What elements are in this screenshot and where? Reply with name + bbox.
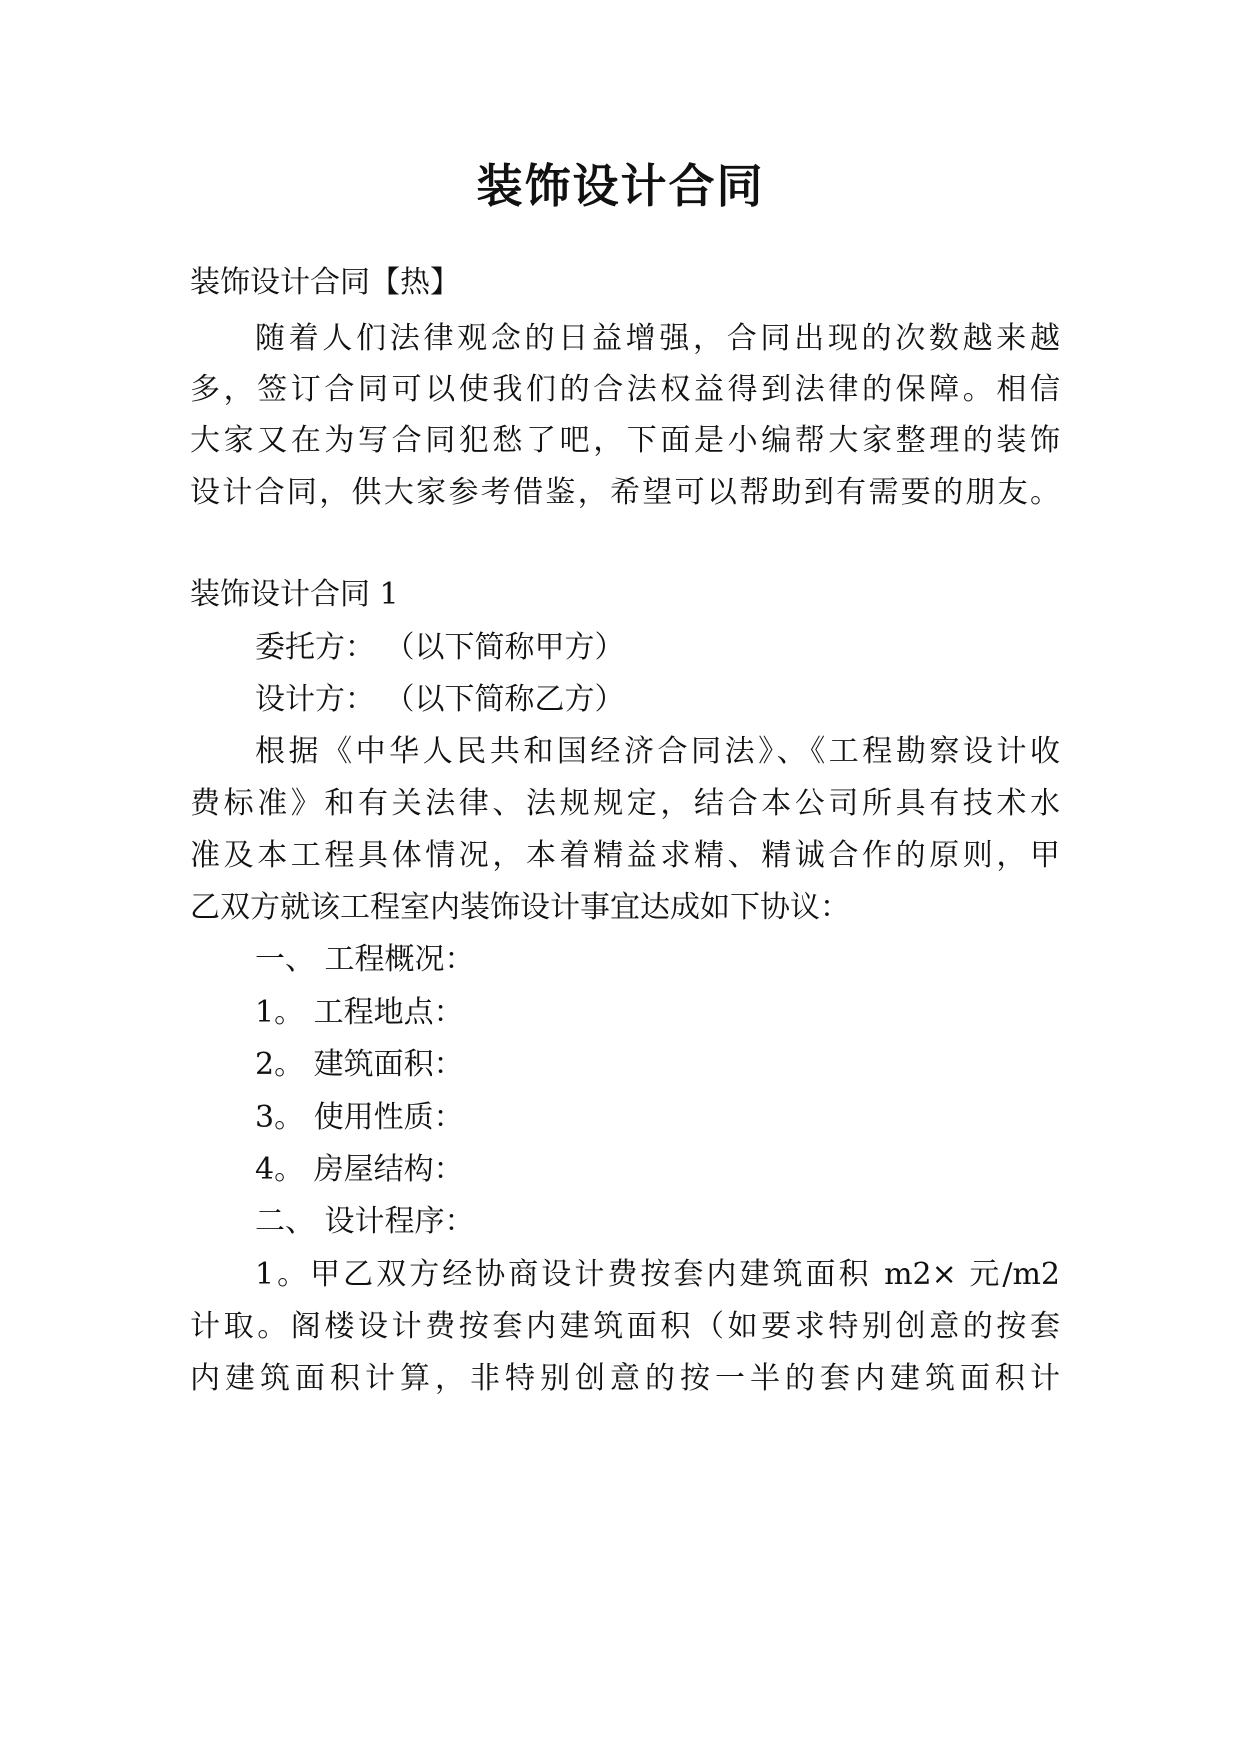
intro-line: 设计合同，供大家参考借鉴，希望可以帮助到有需要的朋友。 bbox=[190, 475, 1060, 510]
part2-line: 计取。阁楼设计费按套内建筑面积（如要求特别创意的按套 bbox=[190, 1309, 1060, 1344]
part1-item: 4。 房屋结构： bbox=[255, 1152, 464, 1187]
part1-item: 1。 工程地点： bbox=[255, 995, 464, 1030]
section-heading-1: 装饰设计合同 1 bbox=[190, 577, 399, 612]
basis-line: 根据《中华人民共和国经济合同法》、《工程勘察设计收 bbox=[255, 734, 1060, 769]
page-title: 装饰设计合同 bbox=[476, 159, 765, 213]
intro-line: 多，签订合同可以使我们的合法权益得到法律的保障。相信 bbox=[190, 372, 1060, 407]
basis-line: 乙双方就该工程室内装饰设计事宜达成如下协议： bbox=[190, 890, 850, 925]
part1-heading: 一、 工程概况： bbox=[255, 942, 475, 977]
part2-line: 内建筑面积计算，非特别创意的按一半的套内建筑面积计 bbox=[190, 1361, 1060, 1396]
basis-line: 准及本工程具体情况，本着精益求精、精诚合作的原则，甲 bbox=[190, 838, 1060, 873]
part2-line: 1。甲乙双方经协商设计费按套内建筑面积 m2× 元/m2 bbox=[255, 1257, 1060, 1292]
designer-line: 设计方： （以下简称乙方） bbox=[255, 682, 625, 717]
part1-item: 3。 使用性质： bbox=[255, 1100, 464, 1135]
section-heading-hot: 装饰设计合同【热】 bbox=[190, 265, 460, 300]
part2-heading: 二、 设计程序： bbox=[255, 1204, 475, 1239]
basis-line: 费标准》和有关法律、法规规定，结合本公司所具有技术水 bbox=[190, 786, 1060, 821]
part1-item: 2。 建筑面积： bbox=[255, 1047, 464, 1082]
intro-line: 大家又在为写合同犯愁了吧，下面是小编帮大家整理的装饰 bbox=[190, 423, 1060, 458]
intro-line: 随着人们法律观念的日益增强，合同出现的次数越来越 bbox=[255, 321, 1060, 356]
client-line: 委托方： （以下简称甲方） bbox=[255, 630, 625, 665]
